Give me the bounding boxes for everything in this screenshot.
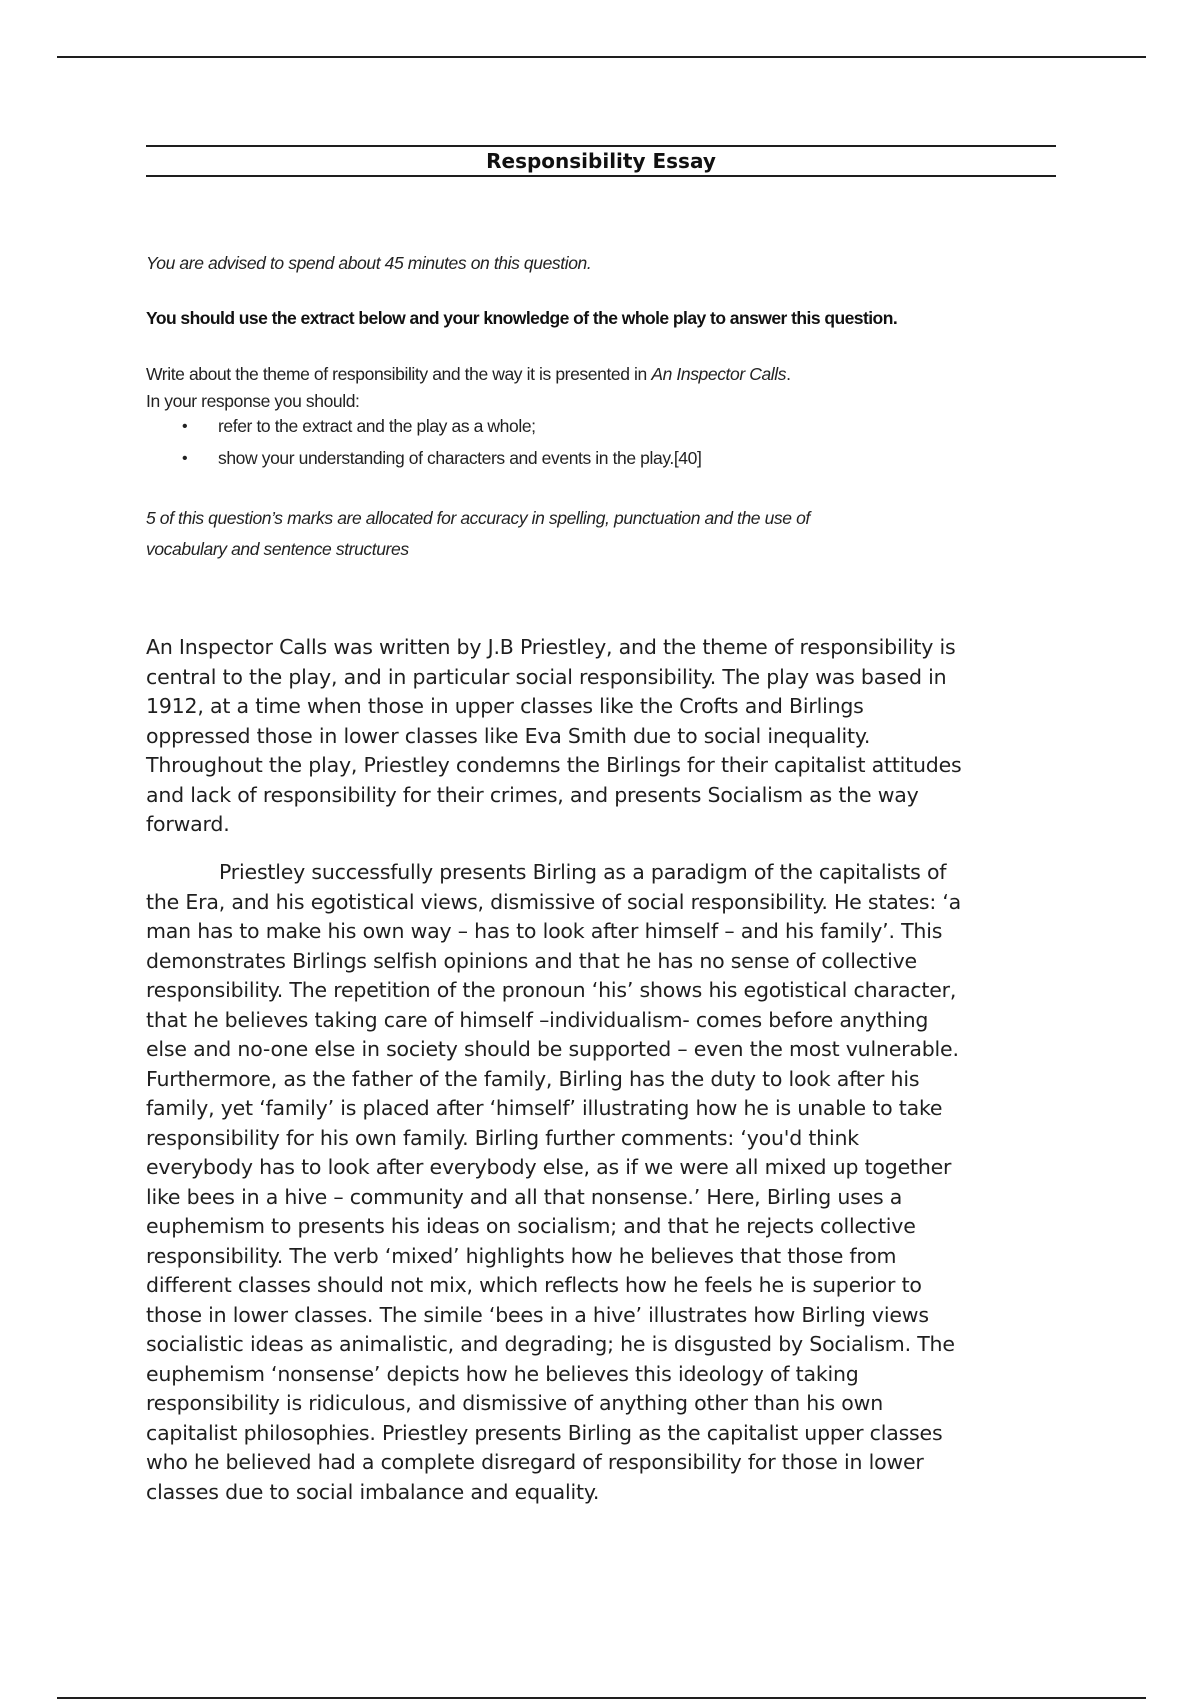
essay-line: who he believed had a complete disregard of responsibility for those in lower — [146, 1450, 924, 1474]
essay-line: the Era, and his egotistical views, dismissive of social responsibility. He states: ‘a — [146, 889, 962, 914]
essay-line — [146, 858, 1076, 888]
bullet-text: show your understanding of characters and events in the play.[40] — [218, 448, 702, 468]
task-suffix: . — [786, 364, 791, 384]
essay-line: responsibility for his own family. Birling further comments: ‘you'd think — [146, 1125, 859, 1150]
essay-line: classes due to social imbalance and equality. — [146, 1479, 600, 1504]
essay-line: responsibility. The repetition of the pronoun ‘his’ shows his egotistical character, — [146, 978, 957, 1002]
essay-line: An Inspector Calls was written by J.B Priestley, and the theme of responsibility is — [146, 635, 956, 659]
play-title: An Inspector Calls — [651, 364, 787, 384]
essay-line: demonstrates Birlings selfish opinions and that he has no sense of collective — [146, 948, 917, 973]
question-bullet-list — [182, 413, 701, 477]
essay-line: socialistic ideas as animalistic, and degrading; he is disgusted by Socialism. The — [146, 1332, 955, 1356]
essay-line: Throughout the play, Priestley condemns the Birlings for their capitalist attitudes — [146, 753, 962, 777]
marks-note-line: vocabulary and sentence structures — [146, 539, 409, 559]
essay-line: responsibility is ridiculous, and dismissive of anything other than his own — [146, 1391, 883, 1415]
essay-line: euphemism ‘nonsense’ depicts how he believes this ideology of taking — [146, 1361, 859, 1386]
essay-line: different classes should not mix, which reflects how he feels he is superior to — [146, 1273, 922, 1297]
essay-line: oppressed those in lower classes like Eva Smith due to social inequality. — [146, 723, 871, 748]
document-content — [146, 145, 1056, 1504]
question-advice: You are advised to spend about 45 minutes on this question. — [146, 253, 592, 273]
essay-line: central to the play, and in particular social responsibility. The play was based in — [146, 664, 947, 689]
bullet-item — [182, 413, 701, 445]
document-title: Responsibility Essay — [486, 149, 716, 173]
essay-line: Furthermore, as the father of the family, Birling has the duty to look after his — [146, 1066, 920, 1091]
essay-line: forward. — [146, 812, 230, 836]
question-task-line — [146, 361, 791, 388]
essay-line: 1912, at a time when those in upper classes like the Crofts and Birlings — [146, 694, 864, 718]
question-instruction: You should use the extract below and your knowledge of the whole play to answer this question. — [146, 308, 898, 328]
bullet-item — [182, 445, 701, 477]
bullet-icon: • — [182, 450, 188, 467]
bullet-text: refer to the extract and the play as a whole; — [218, 416, 536, 436]
essay-paragraph-intro — [146, 633, 1076, 840]
marks-note-line: 5 of this question’s marks are allocated for accuracy in spelling, punctuation and the use of — [146, 508, 810, 528]
essay-line: family, yet ‘family’ is placed after ‘himself’ illustrating how he is unable to take — [146, 1096, 943, 1120]
response-intro: In your response you should: — [146, 391, 360, 411]
document-title-block — [146, 145, 1056, 177]
page-bottom-rule — [57, 1697, 1146, 1699]
marks-note — [146, 503, 810, 565]
essay-line: responsibility. The verb ‘mixed’ highlights how he believes that those from — [146, 1243, 897, 1268]
bullet-icon: • — [182, 418, 188, 435]
task-prefix: Write about the theme of responsibility and the way it is presented in — [146, 364, 652, 384]
essay-paragraph-birling — [146, 858, 1076, 1507]
essay-line-text: Priestley successfully presents Birling as a paradigm of the capitalists of — [219, 860, 947, 884]
essay-line: like bees in a hive – community and all that nonsense.’ Here, Birling uses a — [146, 1184, 903, 1209]
essay-line: everybody has to look after everybody else, as if we were all mixed up together — [146, 1155, 952, 1179]
essay-line: capitalist philosophies. Priestley presents Birling as the capitalist upper classes — [146, 1420, 943, 1445]
essay-line: and lack of responsibility for their crimes, and presents Socialism as the way — [146, 782, 919, 807]
essay-line: man has to make his own way – has to look after himself – and his family’. This — [146, 919, 943, 943]
essay-line: that he believes taking care of himself –individualism- comes before anything — [146, 1007, 929, 1032]
essay-line: else and no-one else in society should be supported – even the most vulnerable. — [146, 1037, 959, 1061]
essay-line: those in lower classes. The simile ‘bees in a hive’ illustrates how Birling views — [146, 1302, 929, 1327]
essay-line: euphemism to presents his ideas on socialism; and that he rejects collective — [146, 1214, 916, 1238]
page-top-rule — [57, 56, 1146, 58]
question-task — [146, 361, 791, 415]
